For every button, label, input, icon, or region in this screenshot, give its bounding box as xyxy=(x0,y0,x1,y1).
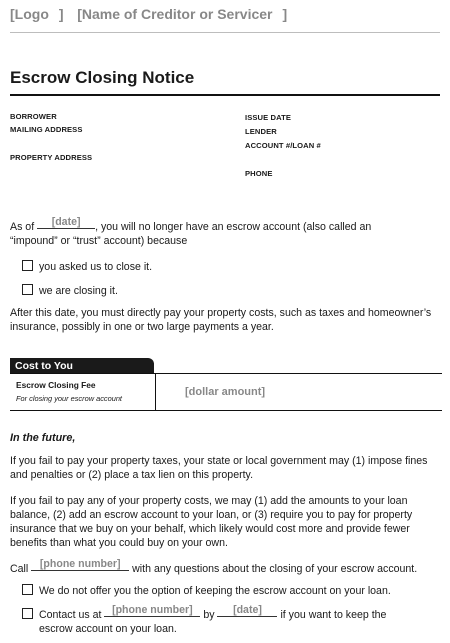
checkbox-icon[interactable] xyxy=(22,608,33,619)
logo-placeholder: [Logo ] xyxy=(10,6,64,22)
date-blank: [date] xyxy=(37,216,95,229)
option-contact-checkbox[interactable]: Contact us at [phone number] by [date] if you want to keep the escrow account on your loan. xyxy=(22,608,386,636)
phone-blank: [phone number] xyxy=(31,558,129,571)
call-paragraph: Call [phone number] with any questions about the closing of your escrow account. xyxy=(10,558,418,575)
future-heading: In the future, xyxy=(10,432,76,444)
mailing-address-label: MAILING ADDRESS xyxy=(10,125,83,134)
lender-label: LENDER xyxy=(245,127,277,136)
checkbox-icon[interactable] xyxy=(22,284,33,295)
page-title: Escrow Closing Notice xyxy=(10,68,195,87)
issue-date-label: ISSUE DATE xyxy=(245,113,292,122)
fee-description: For closing your escrow account xyxy=(16,394,122,403)
checkbox-icon[interactable] xyxy=(22,584,33,595)
fee-name: Escrow Closing Fee xyxy=(16,380,96,390)
cost-to-you-tab: Cost to You xyxy=(10,358,154,374)
intro-paragraph: As of [date] , you will no longer have an escrow account (also called an “impound” or “trust” account) because xyxy=(10,216,372,247)
contact-date-blank: [date] xyxy=(217,604,277,617)
cost-table-divider xyxy=(155,374,156,410)
creditor-placeholder: [Name of Creditor or Servicer ] xyxy=(77,6,288,22)
fee-amount: [dollar amount] xyxy=(185,386,266,398)
account-label: ACCOUNT #/LOAN # xyxy=(245,141,321,150)
header xyxy=(10,6,297,22)
header-divider xyxy=(10,32,440,33)
phone-label: PHONE xyxy=(245,169,273,178)
borrower-label: BORROWER xyxy=(10,112,57,121)
checkbox-icon[interactable] xyxy=(22,260,33,271)
reason-closing-checkbox[interactable]: we are closing it. xyxy=(22,284,118,297)
reason-asked-checkbox[interactable]: you asked us to close it. xyxy=(22,260,152,273)
future-paragraph-taxes: If you fail to pay your property taxes, your state or local government may (1) impose fines and penalties or (2) place a tax lien on this property. xyxy=(10,455,428,481)
future-paragraph-costs: If you fail to pay any of your property costs, we may (1) add the amounts to your loan balance, (2) add an escrow account to your loan, or (3) require you to pay for property insurance that we buy on your behalf, which likely would cost more and provide fewer benefits than what you could buy on your own. xyxy=(10,495,413,549)
cost-table xyxy=(10,374,442,411)
option-no-escrow-checkbox[interactable]: We do not offer you the option of keeping the escrow account on your loan. xyxy=(22,584,391,597)
after-date-paragraph: After this date, you must directly pay your property costs, such as taxes and homeowner’s insurance, possibly in one or two large payments a year. xyxy=(10,307,432,333)
property-address-label: PROPERTY ADDRESS xyxy=(10,153,93,162)
title-divider xyxy=(10,94,440,96)
contact-phone-blank: [phone number] xyxy=(104,604,200,617)
